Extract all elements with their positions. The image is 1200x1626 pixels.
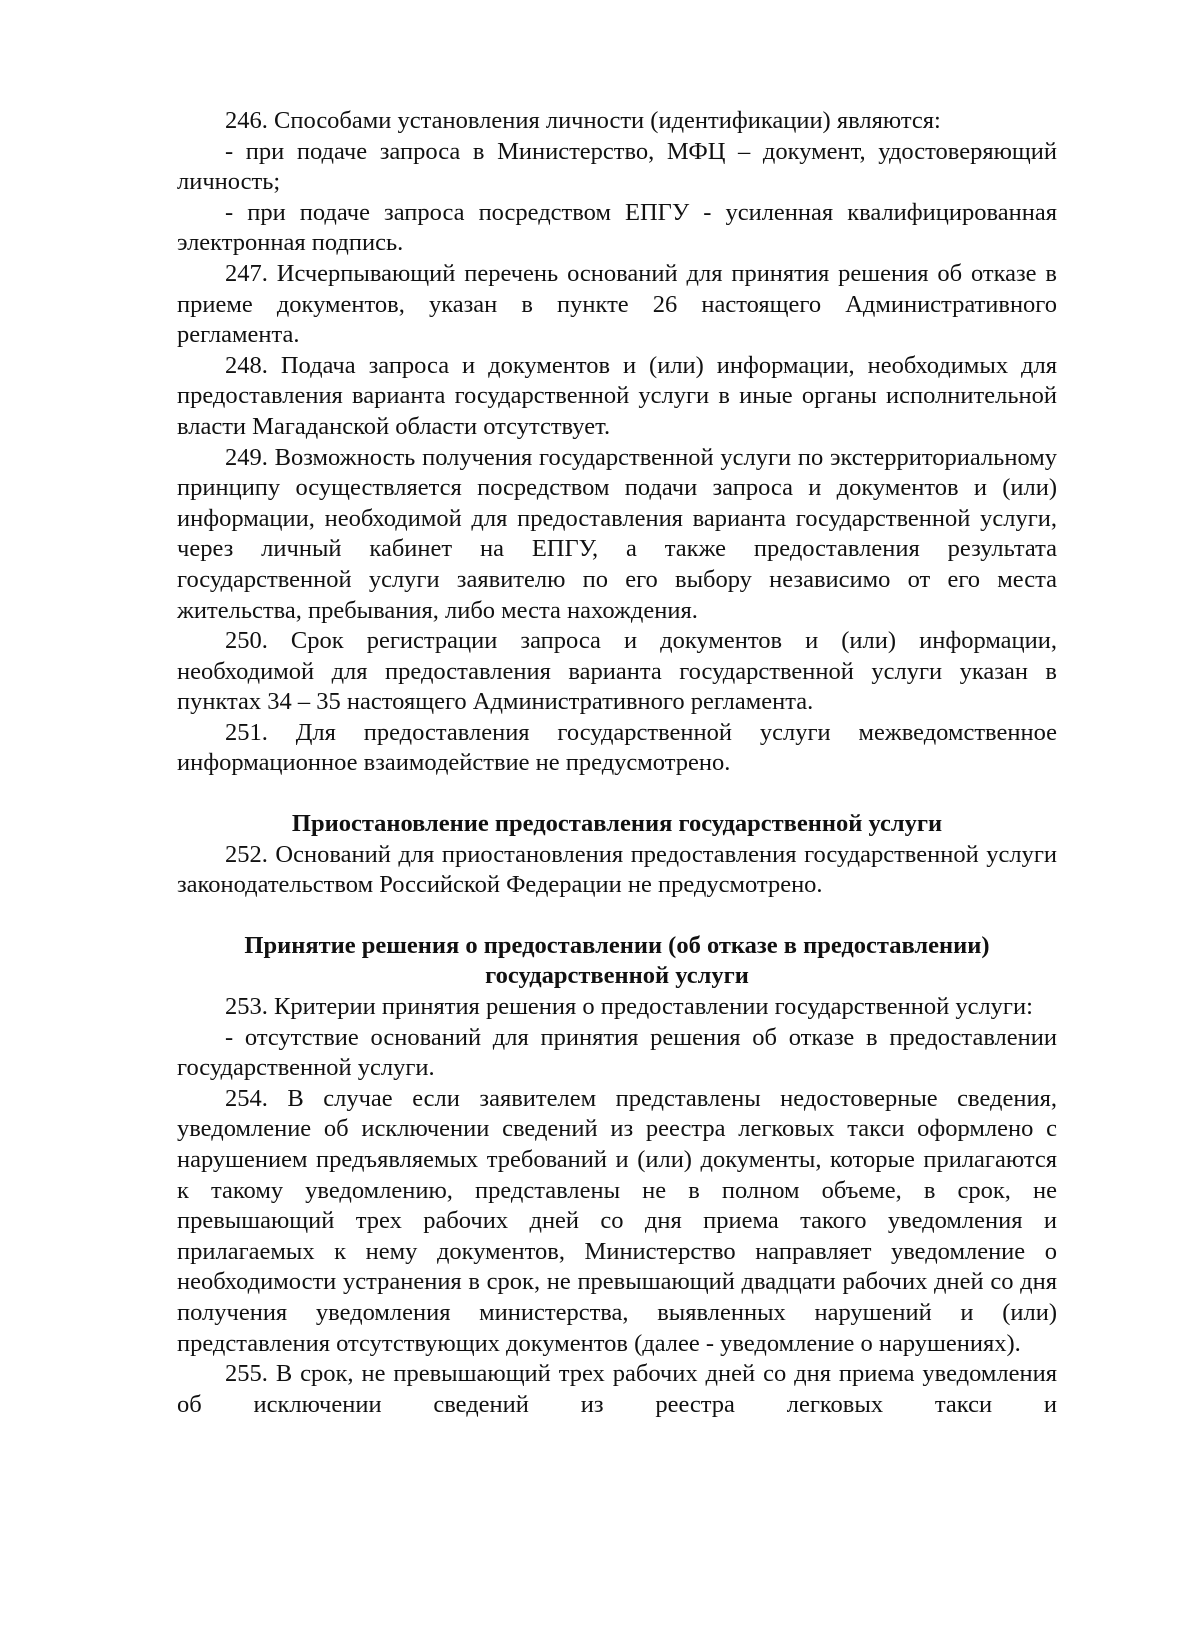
section-gap bbox=[177, 901, 1057, 931]
paragraph-252: 252. Оснований для приостановления предоставления государственной услуги законодательством Российской Федерации не предусмотрено. bbox=[177, 840, 1057, 899]
paragraph-249: 249. Возможность получения государственной услуги по экстерриториальному принципу осуществляется посредством подачи запроса и документов и (или) информации, необходимой для предоставления варианта государственной услуги, через личный кабинет на ЕПГУ, а также предоставления результата государственной услуги заявителю по его выбору независимо от его места жительства, пребывания, либо места нахождения. bbox=[177, 443, 1057, 624]
heading-decision-line-1: Принятие решения о предоставлении (об отказе в предоставлении) bbox=[244, 931, 990, 959]
paragraph-247: 247. Исчерпывающий перечень оснований для принятия решения об отказе в приеме документов, указан в пункте 26 настоящего Административного регламента. bbox=[177, 259, 1057, 349]
paragraph-248: 248. Подача запроса и документов и (или) информации, необходимых для предоставления варианта государственной услуги в иные органы исполнительной власти Магаданской области отсутствует. bbox=[177, 351, 1057, 440]
document-page bbox=[177, 106, 1057, 1420]
paragraph-253: 253. Критерии принятия решения о предоставлении государственной услуги: bbox=[225, 993, 1033, 1021]
paragraph-250: 250. Срок регистрации запроса и документов и (или) информации, необходимой для предоставления варианта государственной услуги указан в пунктах 34 – 35 настоящего Административного регламента. bbox=[177, 627, 1057, 716]
paragraph-246-item-2: - при подаче запроса посредством ЕПГУ - усиленная квалифицированная электронная подпись. bbox=[177, 198, 1057, 257]
section-gap bbox=[177, 779, 1057, 809]
heading-suspension: Приостановление предоставления государственной услуги bbox=[291, 810, 943, 838]
paragraph-246: 246. Способами установления личности (идентификации) являются: bbox=[225, 107, 941, 134]
paragraph-253-item-1: - отсутствие оснований для принятия решения об отказе в предоставлении государственной услуги. bbox=[177, 1023, 1057, 1082]
paragraph-255: 255. В срок, не превышающий трех рабочих дней со дня приема уведомления об исключении сведений из реестра легковых такси и bbox=[177, 1360, 1057, 1418]
heading-decision-line-2: государственной услуги bbox=[485, 962, 749, 990]
paragraph-251: 251. Для предоставления государственной услуги межведомственное информационное взаимодействие не предусмотрено. bbox=[177, 718, 1057, 777]
paragraph-246-item-1: - при подаче запроса в Министерство, МФЦ – документ, удостоверяющий личность; bbox=[177, 137, 1057, 196]
paragraph-254: 254. В случае если заявителем представлены недостоверные сведения, уведомление об исключении сведений из реестра легковых такси оформлено с нарушением предъявляемых требований и (или) документы, которые прилагаются к такому уведомлению, представлены не в полном объеме, в срок, не превышающий трех рабочих дней со дня приема такого уведомления и прилагаемых к нему документов, Министерство направляет уведомление о необходимости устранения в срок, не превышающий двадцати рабочих дней со дня получения уведомления министерства, выявленных нарушений и (или) представления отсутствующих документов (далее - уведомление о нарушениях). bbox=[177, 1084, 1057, 1357]
